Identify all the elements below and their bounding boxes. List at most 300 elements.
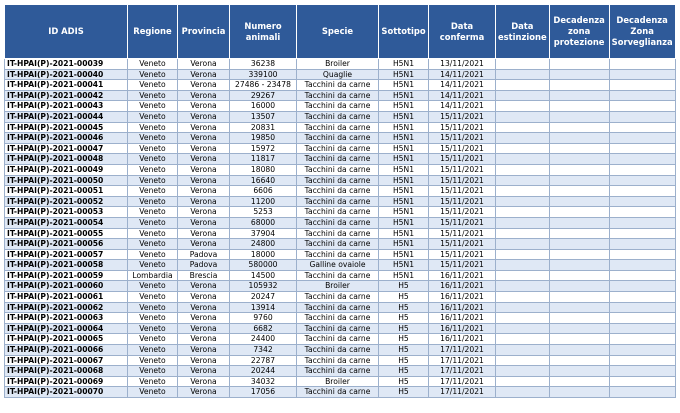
cell-decadenza-protezione	[549, 80, 609, 91]
cell-regione: Lombardia	[128, 270, 178, 281]
cell-provincia: Verona	[178, 133, 230, 144]
cell-data-estinzione	[496, 69, 550, 80]
cell-specie: Tacchini da carne	[297, 207, 379, 218]
cell-data-estinzione	[496, 387, 550, 398]
cell-numero-animali: 16000	[230, 101, 297, 112]
cell-specie: Tacchini da carne	[297, 270, 379, 281]
cell-data-conferma: 15/11/2021	[429, 217, 496, 228]
cell-id-adis: IT-HPAI(P)-2021-00051	[5, 186, 128, 197]
cell-data-estinzione	[496, 207, 550, 218]
cell-provincia: Verona	[178, 90, 230, 101]
cell-sottotipo: H5N1	[379, 196, 429, 207]
cell-provincia: Verona	[178, 175, 230, 186]
cell-specie: Tacchini da carne	[297, 80, 379, 91]
cell-id-adis: IT-HPAI(P)-2021-00042	[5, 90, 128, 101]
cell-numero-animali: 16640	[230, 175, 297, 186]
cell-sottotipo: H5	[379, 345, 429, 356]
cell-decadenza-protezione	[549, 59, 609, 70]
table-row	[5, 387, 676, 398]
cell-specie: Tacchini da carne	[297, 217, 379, 228]
cell-data-conferma: 15/11/2021	[429, 196, 496, 207]
cell-numero-animali: 5253	[230, 207, 297, 218]
cell-decadenza-protezione	[549, 323, 609, 334]
cell-id-adis: IT-HPAI(P)-2021-00057	[5, 249, 128, 260]
cell-decadenza-protezione	[549, 111, 609, 122]
cell-id-adis: IT-HPAI(P)-2021-00060	[5, 281, 128, 292]
cell-data-estinzione	[496, 164, 550, 175]
table-row	[5, 302, 676, 313]
table-row	[5, 313, 676, 324]
cell-regione: Veneto	[128, 186, 178, 197]
cell-decadenza-sorveglianza	[609, 175, 675, 186]
cell-decadenza-protezione	[549, 122, 609, 133]
cell-decadenza-protezione	[549, 90, 609, 101]
cell-regione: Veneto	[128, 175, 178, 186]
cell-decadenza-sorveglianza	[609, 186, 675, 197]
table-row	[5, 175, 676, 186]
cell-id-adis: IT-HPAI(P)-2021-00056	[5, 239, 128, 250]
cell-decadenza-sorveglianza	[609, 239, 675, 250]
cell-data-conferma: 15/11/2021	[429, 186, 496, 197]
cell-sottotipo: H5	[379, 313, 429, 324]
cell-sottotipo: H5N1	[379, 175, 429, 186]
header-row	[5, 5, 676, 59]
cell-data-conferma: 16/11/2021	[429, 334, 496, 345]
cell-regione: Veneto	[128, 355, 178, 366]
cell-provincia: Verona	[178, 154, 230, 165]
cell-data-conferma: 15/11/2021	[429, 249, 496, 260]
cell-decadenza-sorveglianza	[609, 334, 675, 345]
cell-regione: Veneto	[128, 345, 178, 356]
cell-provincia: Verona	[178, 122, 230, 133]
cell-data-conferma: 16/11/2021	[429, 313, 496, 324]
table-row	[5, 376, 676, 387]
table-row	[5, 164, 676, 175]
cell-numero-animali: 13914	[230, 302, 297, 313]
cell-sottotipo: H5N1	[379, 186, 429, 197]
cell-regione: Veneto	[128, 164, 178, 175]
cell-provincia: Verona	[178, 196, 230, 207]
cell-decadenza-protezione	[549, 154, 609, 165]
cell-numero-animali: 20244	[230, 366, 297, 377]
cell-provincia: Verona	[178, 239, 230, 250]
cell-decadenza-protezione	[549, 249, 609, 260]
cell-data-estinzione	[496, 217, 550, 228]
cell-numero-animali: 19850	[230, 133, 297, 144]
cell-data-conferma: 15/11/2021	[429, 154, 496, 165]
cell-decadenza-sorveglianza	[609, 59, 675, 70]
cell-regione: Veneto	[128, 59, 178, 70]
cell-regione: Veneto	[128, 217, 178, 228]
cell-numero-animali: 11817	[230, 154, 297, 165]
cell-sottotipo: H5	[379, 323, 429, 334]
cell-data-conferma: 14/11/2021	[429, 80, 496, 91]
cell-data-estinzione	[496, 59, 550, 70]
col-header-specie: Specie	[297, 5, 379, 59]
cell-provincia: Verona	[178, 111, 230, 122]
table-row	[5, 143, 676, 154]
col-header-sottotipo: Sottotipo	[379, 5, 429, 59]
cell-data-estinzione	[496, 228, 550, 239]
col-header-id-adis: ID ADIS	[5, 5, 128, 59]
cell-id-adis: IT-HPAI(P)-2021-00046	[5, 133, 128, 144]
cell-regione: Veneto	[128, 292, 178, 303]
table-row	[5, 323, 676, 334]
cell-specie: Tacchini da carne	[297, 249, 379, 260]
cell-decadenza-protezione	[549, 313, 609, 324]
cell-regione: Veneto	[128, 80, 178, 91]
cell-sottotipo: H5	[379, 387, 429, 398]
cell-data-conferma: 17/11/2021	[429, 387, 496, 398]
cell-regione: Veneto	[128, 239, 178, 250]
cell-sottotipo: H5	[379, 292, 429, 303]
cell-decadenza-sorveglianza	[609, 122, 675, 133]
table-row	[5, 345, 676, 356]
cell-specie: Galline ovaiole	[297, 260, 379, 271]
cell-data-estinzione	[496, 80, 550, 91]
cell-id-adis: IT-HPAI(P)-2021-00052	[5, 196, 128, 207]
cell-decadenza-protezione	[549, 133, 609, 144]
cell-sottotipo: H5N1	[379, 122, 429, 133]
cell-numero-animali: 580000	[230, 260, 297, 271]
cell-specie: Tacchini da carne	[297, 133, 379, 144]
cell-data-estinzione	[496, 302, 550, 313]
cell-data-conferma: 17/11/2021	[429, 376, 496, 387]
cell-numero-animali: 68000	[230, 217, 297, 228]
cell-provincia: Verona	[178, 186, 230, 197]
cell-data-estinzione	[496, 281, 550, 292]
cell-sottotipo: H5N1	[379, 260, 429, 271]
table-row	[5, 154, 676, 165]
col-header-data-conferma: Data conferma	[429, 5, 496, 59]
cell-numero-animali: 20831	[230, 122, 297, 133]
cell-specie: Broiler	[297, 281, 379, 292]
cell-data-estinzione	[496, 260, 550, 271]
cell-data-conferma: 15/11/2021	[429, 260, 496, 271]
cell-regione: Veneto	[128, 111, 178, 122]
cell-decadenza-sorveglianza	[609, 376, 675, 387]
cell-regione: Veneto	[128, 143, 178, 154]
cell-id-adis: IT-HPAI(P)-2021-00053	[5, 207, 128, 218]
cell-provincia: Verona	[178, 355, 230, 366]
cell-id-adis: IT-HPAI(P)-2021-00070	[5, 387, 128, 398]
cell-provincia: Verona	[178, 59, 230, 70]
cell-id-adis: IT-HPAI(P)-2021-00063	[5, 313, 128, 324]
cell-data-estinzione	[496, 154, 550, 165]
cell-numero-animali: 20247	[230, 292, 297, 303]
table-row	[5, 228, 676, 239]
table-row	[5, 334, 676, 345]
cell-regione: Veneto	[128, 207, 178, 218]
table-row	[5, 80, 676, 91]
cell-sottotipo: H5N1	[379, 80, 429, 91]
cell-data-estinzione	[496, 355, 550, 366]
col-header-decadenza-sorveglianza: Decadenza Zona Sorveglianza	[609, 5, 675, 59]
cell-data-estinzione	[496, 292, 550, 303]
table-row	[5, 270, 676, 281]
cell-id-adis: IT-HPAI(P)-2021-00048	[5, 154, 128, 165]
cell-sottotipo: H5	[379, 281, 429, 292]
cell-sottotipo: H5N1	[379, 59, 429, 70]
cell-data-estinzione	[496, 270, 550, 281]
cell-data-conferma: 15/11/2021	[429, 164, 496, 175]
cell-provincia: Brescia	[178, 270, 230, 281]
cell-sottotipo: H5	[379, 334, 429, 345]
cell-specie: Tacchini da carne	[297, 111, 379, 122]
cell-id-adis: IT-HPAI(P)-2021-00044	[5, 111, 128, 122]
cell-regione: Veneto	[128, 387, 178, 398]
table-row	[5, 90, 676, 101]
cell-decadenza-sorveglianza	[609, 207, 675, 218]
cell-decadenza-protezione	[549, 143, 609, 154]
cell-numero-animali: 36238	[230, 59, 297, 70]
cell-provincia: Verona	[178, 143, 230, 154]
cell-data-estinzione	[496, 90, 550, 101]
cell-id-adis: IT-HPAI(P)-2021-00047	[5, 143, 128, 154]
cell-data-conferma: 16/11/2021	[429, 323, 496, 334]
cell-sottotipo: H5N1	[379, 154, 429, 165]
cell-decadenza-sorveglianza	[609, 133, 675, 144]
cell-numero-animali: 9760	[230, 313, 297, 324]
cell-specie: Tacchini da carne	[297, 101, 379, 112]
cell-provincia: Padova	[178, 249, 230, 260]
cell-data-conferma: 14/11/2021	[429, 101, 496, 112]
cell-sottotipo: H5N1	[379, 164, 429, 175]
cell-decadenza-protezione	[549, 270, 609, 281]
table-row	[5, 122, 676, 133]
col-header-provincia: Provincia	[178, 5, 230, 59]
cell-provincia: Verona	[178, 101, 230, 112]
cell-id-adis: IT-HPAI(P)-2021-00040	[5, 69, 128, 80]
cell-specie: Tacchini da carne	[297, 196, 379, 207]
cell-data-estinzione	[496, 143, 550, 154]
cell-decadenza-sorveglianza	[609, 281, 675, 292]
cell-data-estinzione	[496, 345, 550, 356]
table-row	[5, 196, 676, 207]
cell-decadenza-sorveglianza	[609, 90, 675, 101]
cell-regione: Veneto	[128, 313, 178, 324]
cell-decadenza-sorveglianza	[609, 80, 675, 91]
cell-decadenza-sorveglianza	[609, 366, 675, 377]
cell-specie: Broiler	[297, 59, 379, 70]
table-row	[5, 292, 676, 303]
cell-decadenza-sorveglianza	[609, 196, 675, 207]
cell-data-estinzione	[496, 323, 550, 334]
cell-sottotipo: H5N1	[379, 239, 429, 250]
cell-numero-animali: 17056	[230, 387, 297, 398]
cell-data-conferma: 14/11/2021	[429, 69, 496, 80]
table-row	[5, 355, 676, 366]
cell-specie: Tacchini da carne	[297, 90, 379, 101]
cell-regione: Veneto	[128, 302, 178, 313]
cell-data-estinzione	[496, 249, 550, 260]
table-row	[5, 69, 676, 80]
cell-specie: Tacchini da carne	[297, 313, 379, 324]
cell-data-conferma: 15/11/2021	[429, 175, 496, 186]
cell-regione: Veneto	[128, 154, 178, 165]
cell-specie: Tacchini da carne	[297, 302, 379, 313]
cell-data-conferma: 13/11/2021	[429, 59, 496, 70]
cell-specie: Tacchini da carne	[297, 228, 379, 239]
cell-regione: Veneto	[128, 101, 178, 112]
cell-sottotipo: H5	[379, 302, 429, 313]
cell-numero-animali: 37904	[230, 228, 297, 239]
cell-regione: Veneto	[128, 133, 178, 144]
cell-data-conferma: 17/11/2021	[429, 345, 496, 356]
cell-decadenza-sorveglianza	[609, 387, 675, 398]
cell-numero-animali: 24800	[230, 239, 297, 250]
cell-data-conferma: 15/11/2021	[429, 111, 496, 122]
cell-id-adis: IT-HPAI(P)-2021-00068	[5, 366, 128, 377]
table-row	[5, 281, 676, 292]
cell-sottotipo: H5N1	[379, 69, 429, 80]
cell-decadenza-protezione	[549, 239, 609, 250]
cell-provincia: Verona	[178, 345, 230, 356]
cell-numero-animali: 6606	[230, 186, 297, 197]
cell-provincia: Verona	[178, 292, 230, 303]
cell-decadenza-sorveglianza	[609, 217, 675, 228]
cell-data-estinzione	[496, 196, 550, 207]
cell-sottotipo: H5N1	[379, 207, 429, 218]
cell-numero-animali: 339100	[230, 69, 297, 80]
cell-id-adis: IT-HPAI(P)-2021-00055	[5, 228, 128, 239]
cell-sottotipo: H5	[379, 376, 429, 387]
cell-sottotipo: H5	[379, 355, 429, 366]
table-row	[5, 260, 676, 271]
cell-provincia: Verona	[178, 334, 230, 345]
cell-decadenza-protezione	[549, 376, 609, 387]
table-row	[5, 207, 676, 218]
cell-sottotipo: H5N1	[379, 249, 429, 260]
col-header-data-estinzione: Data estinzione	[496, 5, 550, 59]
cell-numero-animali: 18080	[230, 164, 297, 175]
cell-data-estinzione	[496, 313, 550, 324]
cell-regione: Veneto	[128, 196, 178, 207]
cell-data-conferma: 16/11/2021	[429, 281, 496, 292]
cell-data-estinzione	[496, 175, 550, 186]
cell-decadenza-sorveglianza	[609, 154, 675, 165]
cell-decadenza-protezione	[549, 387, 609, 398]
cell-id-adis: IT-HPAI(P)-2021-00059	[5, 270, 128, 281]
cell-decadenza-sorveglianza	[609, 270, 675, 281]
table-row	[5, 101, 676, 112]
cell-id-adis: IT-HPAI(P)-2021-00062	[5, 302, 128, 313]
cell-data-estinzione	[496, 376, 550, 387]
cell-provincia: Verona	[178, 366, 230, 377]
cell-id-adis: IT-HPAI(P)-2021-00065	[5, 334, 128, 345]
cell-specie: Tacchini da carne	[297, 239, 379, 250]
cell-decadenza-sorveglianza	[609, 260, 675, 271]
col-header-numero-animali: Numero animali	[230, 5, 297, 59]
cell-decadenza-protezione	[549, 366, 609, 377]
cell-data-conferma: 16/11/2021	[429, 292, 496, 303]
cell-id-adis: IT-HPAI(P)-2021-00066	[5, 345, 128, 356]
cell-regione: Veneto	[128, 376, 178, 387]
cell-data-estinzione	[496, 334, 550, 345]
cell-decadenza-sorveglianza	[609, 101, 675, 112]
cell-sottotipo: H5N1	[379, 228, 429, 239]
cell-decadenza-protezione	[549, 164, 609, 175]
cell-decadenza-protezione	[549, 355, 609, 366]
cell-sottotipo: H5N1	[379, 217, 429, 228]
cell-provincia: Verona	[178, 302, 230, 313]
cell-decadenza-protezione	[549, 217, 609, 228]
cell-data-estinzione	[496, 122, 550, 133]
cell-specie: Tacchini da carne	[297, 143, 379, 154]
cell-data-conferma: 15/11/2021	[429, 207, 496, 218]
table-row	[5, 217, 676, 228]
cell-sottotipo: H5N1	[379, 143, 429, 154]
cell-decadenza-protezione	[549, 345, 609, 356]
cell-numero-animali: 105932	[230, 281, 297, 292]
cell-regione: Veneto	[128, 260, 178, 271]
cell-id-adis: IT-HPAI(P)-2021-00039	[5, 59, 128, 70]
table-row	[5, 133, 676, 144]
table-row	[5, 366, 676, 377]
cell-numero-animali: 15972	[230, 143, 297, 154]
cell-decadenza-protezione	[549, 196, 609, 207]
cell-decadenza-sorveglianza	[609, 292, 675, 303]
cell-decadenza-sorveglianza	[609, 302, 675, 313]
cell-specie: Quaglie	[297, 69, 379, 80]
cell-regione: Veneto	[128, 323, 178, 334]
col-header-regione: Regione	[128, 5, 178, 59]
cell-data-conferma: 15/11/2021	[429, 122, 496, 133]
cell-decadenza-protezione	[549, 207, 609, 218]
cell-provincia: Verona	[178, 69, 230, 80]
cell-sottotipo: H5N1	[379, 90, 429, 101]
cell-provincia: Verona	[178, 387, 230, 398]
cell-provincia: Verona	[178, 207, 230, 218]
cell-id-adis: IT-HPAI(P)-2021-00058	[5, 260, 128, 271]
cell-id-adis: IT-HPAI(P)-2021-00050	[5, 175, 128, 186]
cell-specie: Tacchini da carne	[297, 122, 379, 133]
cell-id-adis: IT-HPAI(P)-2021-00064	[5, 323, 128, 334]
cell-specie: Tacchini da carne	[297, 334, 379, 345]
cell-decadenza-protezione	[549, 281, 609, 292]
cell-decadenza-protezione	[549, 228, 609, 239]
cell-data-conferma: 17/11/2021	[429, 355, 496, 366]
cell-specie: Tacchini da carne	[297, 366, 379, 377]
cell-specie: Tacchini da carne	[297, 175, 379, 186]
cell-regione: Veneto	[128, 334, 178, 345]
cell-data-conferma: 16/11/2021	[429, 302, 496, 313]
cell-provincia: Verona	[178, 164, 230, 175]
cell-numero-animali: 34032	[230, 376, 297, 387]
cell-provincia: Verona	[178, 80, 230, 91]
cell-provincia: Verona	[178, 323, 230, 334]
cell-regione: Veneto	[128, 122, 178, 133]
cell-provincia: Verona	[178, 376, 230, 387]
cell-data-conferma: 15/11/2021	[429, 228, 496, 239]
cell-id-adis: IT-HPAI(P)-2021-00043	[5, 101, 128, 112]
table-row	[5, 239, 676, 250]
cell-decadenza-sorveglianza	[609, 355, 675, 366]
cell-provincia: Verona	[178, 228, 230, 239]
cell-decadenza-protezione	[549, 186, 609, 197]
cell-regione: Veneto	[128, 366, 178, 377]
table-row	[5, 186, 676, 197]
cell-regione: Veneto	[128, 69, 178, 80]
table-row	[5, 111, 676, 122]
cell-decadenza-protezione	[549, 175, 609, 186]
cell-numero-animali: 7342	[230, 345, 297, 356]
cell-sottotipo: H5N1	[379, 111, 429, 122]
cell-regione: Veneto	[128, 281, 178, 292]
cell-numero-animali: 24400	[230, 334, 297, 345]
cell-sottotipo: H5N1	[379, 270, 429, 281]
cell-data-conferma: 15/11/2021	[429, 133, 496, 144]
